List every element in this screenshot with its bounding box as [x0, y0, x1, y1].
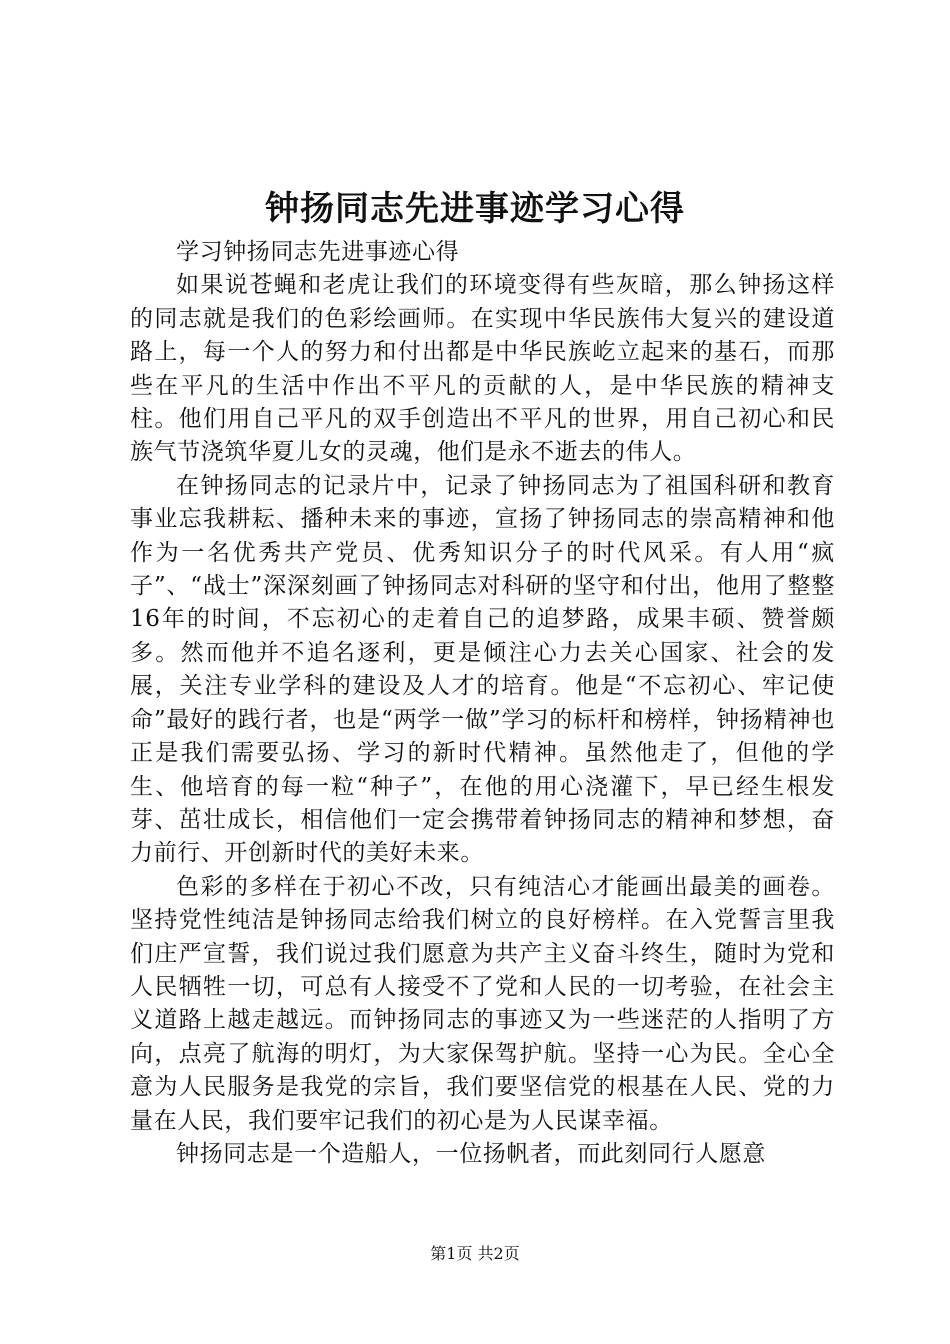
document-body [130, 236, 835, 1171]
body-paragraph: 钟扬同志是一个造船人，一位扬帆者，而此刻同行人愿意 [176, 1140, 766, 1167]
document-title: 钟扬同志先进事迹学习心得 [265, 189, 685, 229]
body-paragraph: 在钟扬同志的记录片中，记录了钟扬同志为了祖国科研和教育事业忘我耕耘、播种未来的事迹，宣扬了钟扬同志的崇高精神和他作为一名优秀共产党员、优秀知识分子的时代风采。有人用“疯子”、“战士”深深刻画了钟扬同志对科研的坚守和付出，他用了整整16年的时间，不忘初心的走着自己的追梦路，成果丰硕、赞誉颇多。然而他并不追名逐利，更是倾注心力去关心国家、社会的发展，关注专业学科的建设及人才的培育。他是“不忘初心、牢记使命”最好的践行者，也是“两学一做”学习的标杆和榜样，钟扬精神也正是我们需要弘扬、学习的新时代精神。虽然他走了，但他的学生、他培育的每一粒“种子”，在他的用心浇灌下，早已经生根发芽、茁壮成长，相信他们一定会携带着钟扬同志的精神和梦想，奋力前行、开创新时代的美好未来。 [130, 472, 835, 867]
body-paragraph: 色彩的多样在于初心不改，只有纯洁心才能画出最美的画卷。坚持党性纯洁是钟扬同志给我们树立的良好榜样。在入党誓言里我们庄严宣誓，我们说过我们愿意为共产主义奋斗终生，随时为党和人民牺牲一切，可总有人接受不了党和人民的一切考验，在社会主义道路上越走越远。而钟扬同志的事迹又为一些迷茫的人指明了方向，点亮了航海的明灯，为大家保驾护航。坚持一心为民。全心全意为人民服务是我党的宗旨，我们要坚信党的根基在人民、党的力量在人民，我们要牢记我们的初心是为人民谋幸福。 [130, 873, 835, 1134]
page-number-footer: 第1页 共2页 [430, 1244, 520, 1263]
body-paragraph: 如果说苍蝇和老虎让我们的环境变得有些灰暗，那么钟扬这样的同志就是我们的色彩绘画师。在实现中华民族伟大复兴的建设道路上，每一个人的努力和付出都是中华民族屹立起来的基石，而那些在平凡的生活中作出不平凡的贡献的人，是中华民族的精神支柱。他们用自己平凡的双手创造出不平凡的世界，用自己初心和民族气节浇筑华夏儿女的灵魂，他们是永不逝去的伟人。 [130, 272, 835, 466]
document-subtitle: 学习钟扬同志先进事迹心得 [176, 239, 460, 265]
